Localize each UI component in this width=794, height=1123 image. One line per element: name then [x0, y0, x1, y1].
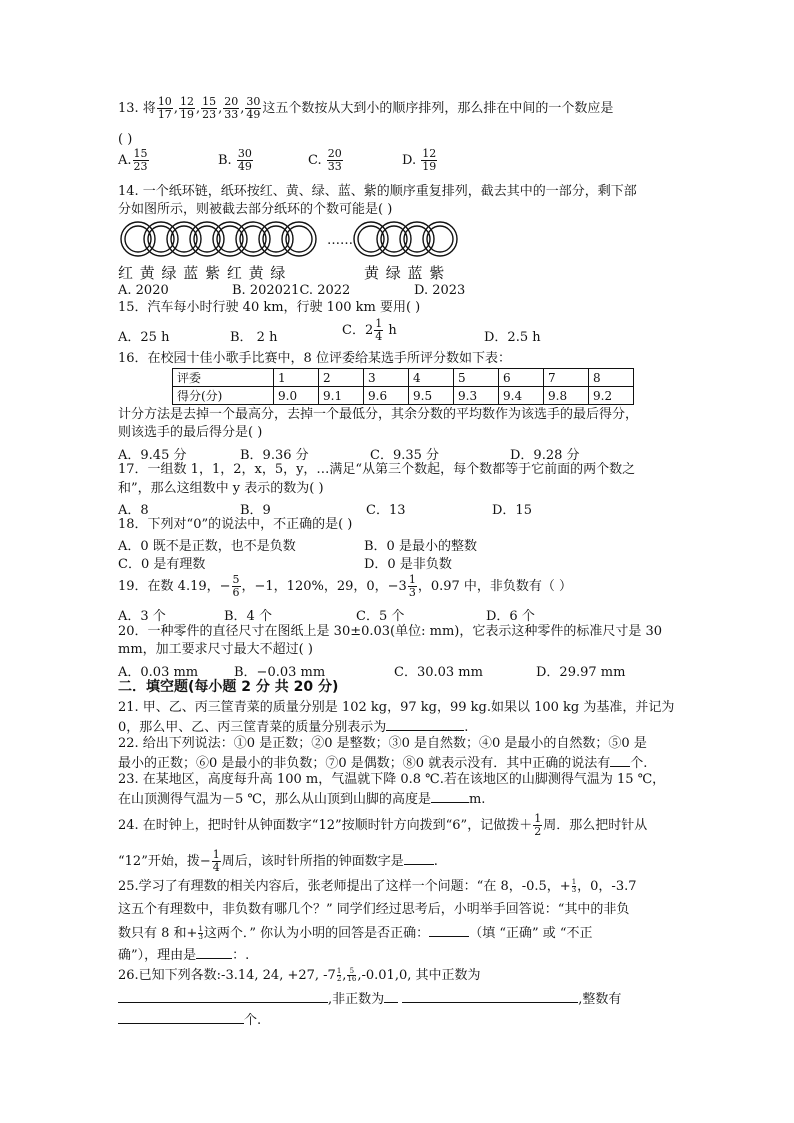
answer-blank[interactable]	[384, 990, 398, 1003]
q24-line1: 24. 在时钟上，把时针从钟面数字“12”按顺时针方向拨到“6”，记做拨＋ $\frac{1}{2}$ 周．那么把时针从	[118, 812, 648, 838]
ring-group-left	[121, 222, 316, 256]
ring-ellipsis: ……	[327, 233, 353, 248]
q18-option-a[interactable]: A．0 既不是正数，也不是负数	[118, 539, 296, 554]
q18-stem: 18．下列对“0”的说法中，不正确的是( )	[118, 517, 353, 532]
q23-line1: 23. 在某地区，高度每升高 100 m，气温就下降 0.8 ℃.若在该地区的山脚测得气温为 15 ℃，	[118, 772, 666, 787]
q13-option-d[interactable]: D. $\frac{12}{19}$	[402, 147, 437, 173]
q19-option-b[interactable]: B．4 个	[224, 609, 272, 624]
q20-option-c[interactable]: C．30.03 mm	[394, 665, 483, 680]
ring-colors-left: 红 黄 绿 蓝 紫 红 黄 绿	[118, 264, 287, 282]
fraction: $\frac{30}{49}$	[246, 95, 261, 121]
q26-line3: 个.	[118, 1011, 261, 1029]
q25-line1: 25.学习了有理数的相关内容后，张老师提出了这样一个问题：“在 8，-0.5，+ $\frac{1}{3}$ ，0，-3.7	[118, 878, 637, 894]
table-row: 评委 1 2 3 4 5 6 7 8	[173, 369, 634, 387]
fraction: $\frac{12}{19}$	[179, 95, 194, 121]
q16-line3: 则该选手的最后得分是( )	[118, 425, 263, 440]
q17-option-b[interactable]: B．9	[240, 503, 271, 518]
q13-stem: 13. 将 $\frac{10}{17}$ , $\frac{12}{19}$ , $\frac{15}{23}$ , $\frac{20}{33}$ , $\frac{30}{49}$ 这五个数按从大到小的顺序排列，那么排在中间的一个数应是	[118, 95, 614, 121]
q19-stem: 19．在数 4.19，− $\frac{5}{6}$ ，−1，120%，29，0，−3 $\frac{1}{3}$ ，0.97 中，非负数有（ ）	[118, 573, 573, 599]
q21-line1: 21. 甲、乙、丙三筐青菜的质量分别是 102 kg，97 kg，99 kg.如果以 100 kg 为基准，并记为	[118, 700, 675, 715]
answer-blank-positive[interactable]	[118, 990, 328, 1003]
q14-option-bc[interactable]: B. 202021C. 2022	[232, 283, 351, 298]
answer-blank[interactable]	[196, 946, 232, 959]
q15-option-d[interactable]: D．2.5 h	[484, 330, 541, 345]
q16-option-a[interactable]: A．9.45 分	[118, 448, 187, 463]
q15-option-a[interactable]: A．25 h	[118, 330, 170, 345]
ring-colors-right: 黄 绿 蓝 紫	[364, 264, 446, 282]
paper-ring-chain-figure	[118, 218, 458, 260]
q26-line2: ,非正数为 ,整数有	[118, 990, 621, 1008]
q22-line2: 最小的正数；⑥0 是最小的非负数；⑦0 是偶数；⑧0 就表示没有．其中正确的说法有 个.	[118, 756, 648, 771]
q15-option-c[interactable]: C．2 $\frac{1}{4}$ h	[342, 317, 397, 343]
q16-line2: 计分方法是去掉一个最高分，去掉一个最低分，其余分数的平均数作为该选手的最后得分，	[118, 407, 639, 422]
q14-line1: 14. 一个纸环链，纸环按红、黄、绿、蓝、紫的顺序重复排列，截去其中的一部分，剩下部	[118, 184, 637, 199]
q25-line2: 这五个有理数中，非负数有哪几个？” 同学们经过思考后，小明举手回答说：“其中的非负	[118, 902, 630, 917]
q17-line1: 17．一组数 1，1，2，x，5，y，…满足“从第三个数起，每个数都等于它前面的两个数之	[118, 462, 636, 477]
q14-option-d[interactable]: D. 2023	[414, 283, 466, 298]
q18-option-b[interactable]: B．0 是最小的整数	[364, 539, 477, 554]
q19-option-c[interactable]: C．5 个	[356, 609, 405, 624]
q17-option-a[interactable]: A．8	[118, 503, 149, 518]
q17-line2: 和”，那么这组数中 y 表示的数为( )	[118, 481, 324, 496]
q16-option-d[interactable]: D．9.28 分	[510, 448, 580, 463]
q13-answer-paren: ( )	[118, 132, 133, 147]
q13-option-c[interactable]: C. $\frac{20}{33}$	[308, 147, 342, 173]
table-row: 得分(分) 9.0 9.1 9.6 9.5 9.3 9.4 9.8 9.2	[173, 387, 634, 405]
q23-line2: 在山顶测得气温为－5 ℃，那么从山顶到山脚的高度是 m.	[118, 792, 486, 807]
q24-line2: “12”开始，拨− $\frac{1}{4}$ 周后，该时针所指的钟面数字是 .	[118, 848, 438, 874]
q25-line4: 确”），理由是 ：.	[118, 948, 250, 963]
q15-option-b[interactable]: B． 2 h	[230, 330, 278, 345]
answer-blank[interactable]	[404, 852, 434, 865]
q21-line2: 0，那么甲、乙、丙三筐青菜的质量分别表示为 .	[118, 720, 469, 735]
q16-stem: 16．在校园十佳小歌手比赛中，8 位评委给某选手所评分数如下表：	[118, 351, 511, 366]
q26-line1: 26.已知下列各数:-3.14, 24, +27, -7 $\frac{1}{2}$ , $\frac{5}{16}$ ,-0.01,0, 其中正数为	[118, 967, 481, 983]
q16-option-b[interactable]: B．9.36 分	[240, 448, 309, 463]
q20-option-a[interactable]: A．0.03 mm	[118, 665, 199, 680]
q13-option-a[interactable]: A. $\frac{15}{23}$	[118, 147, 148, 173]
q13-prefix: 13. 将	[118, 101, 156, 116]
answer-blank[interactable]	[610, 754, 630, 767]
q20-line1: 20．一种零件的直径尺寸在图纸上是 30±0.03(单位: mm)，它表示这种零件的标准尺寸是 30	[118, 624, 663, 639]
answer-blank-integers[interactable]	[118, 1011, 244, 1024]
q17-option-d[interactable]: D．15	[492, 503, 532, 518]
q16-option-c[interactable]: C．9.35 分	[370, 448, 440, 463]
section-heading-fill-in: 二．填空题(每小题 2 分 共 20 分)	[118, 679, 339, 695]
answer-blank[interactable]	[386, 718, 464, 731]
q13-suffix: 这五个数按从大到小的顺序排列，那么排在中间的一个数应是	[262, 101, 614, 116]
answer-blank-nonpositive[interactable]	[402, 990, 578, 1003]
q15-stem: 15．汽车每小时行驶 40 km，行驶 100 km 要用( )	[118, 300, 421, 315]
q18-option-c[interactable]: C．0 是有理数	[118, 557, 206, 572]
answer-blank[interactable]	[431, 790, 469, 803]
q20-line2: mm，加工要求尺寸最大不超过( )	[118, 642, 313, 657]
q14-option-a[interactable]: A. 2020	[118, 283, 169, 298]
score-table	[172, 368, 634, 405]
q20-option-d[interactable]: D．29.97 mm	[536, 665, 626, 680]
fraction: $\frac{10}{17}$	[157, 95, 172, 121]
q25-line3: 数只有 8 和+ $\frac{1}{3}$ 这两个．” 你认为小明的回答是否正确： （填 “正确” 或 “不正	[118, 925, 593, 941]
answer-blank[interactable]	[429, 924, 469, 937]
q14-line2: 分如图所示，则被截去部分纸环的个数可能是( )	[118, 202, 393, 217]
q19-option-d[interactable]: D．6 个	[486, 609, 535, 624]
fraction: $\frac{15}{23}$	[202, 95, 217, 121]
q13-option-b[interactable]: B. $\frac{30}{49}$	[218, 147, 252, 173]
fraction: $\frac{20}{33}$	[224, 95, 239, 121]
q20-option-b[interactable]: B．−0.03 mm	[234, 665, 326, 680]
q22-line1: 22. 给出下列说法：①0 是正数；②0 是整数；③0 是自然数；④0 是最小的自然数；⑤0 是	[118, 736, 647, 751]
q19-option-a[interactable]: A．3 个	[118, 609, 166, 624]
q18-option-d[interactable]: D．0 是非负数	[364, 557, 452, 572]
ring-group-right	[354, 222, 457, 256]
q17-option-c[interactable]: C．13	[366, 503, 406, 518]
